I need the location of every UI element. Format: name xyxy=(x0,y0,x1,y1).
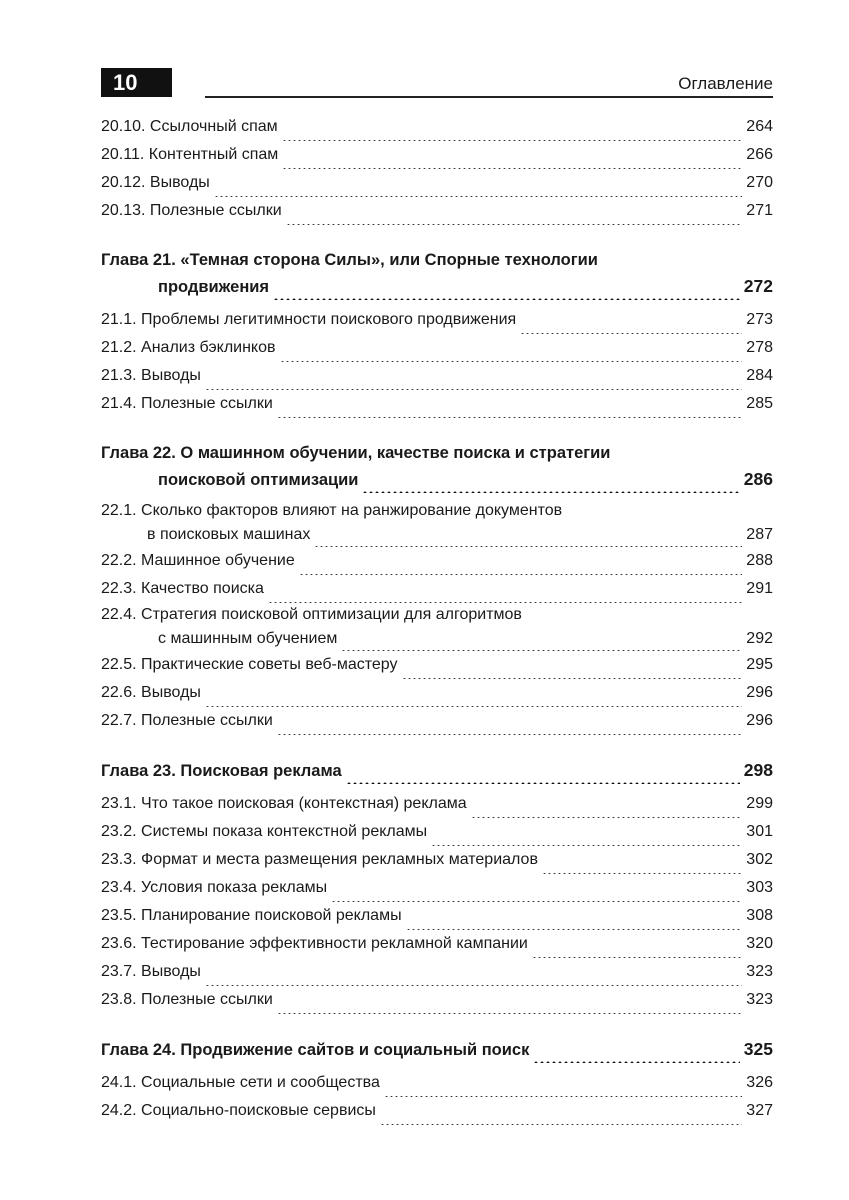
leader-dots xyxy=(286,209,743,225)
toc-entry-title: 20.11. Контентный спам xyxy=(101,146,279,163)
leader-dots xyxy=(268,587,742,603)
leader-dots xyxy=(346,768,740,785)
toc-entry xyxy=(101,902,773,930)
toc-entry-title: 23.8. Полезные ссылки xyxy=(101,991,273,1008)
toc-entry xyxy=(101,790,773,818)
leader-dots xyxy=(282,153,742,169)
toc-entry-page: 278 xyxy=(746,339,773,356)
toc-entry-title: 20.10. Ссылочный спам xyxy=(101,118,278,135)
toc-entry-title: 23.7. Выводы xyxy=(101,963,201,980)
toc-entry-page: 288 xyxy=(746,552,773,569)
toc-entry xyxy=(101,169,773,197)
toc-entry-page: 291 xyxy=(746,580,773,597)
toc-entry-page: 271 xyxy=(746,202,773,219)
toc-entry-title: 23.1. Что такое поисковая (контекстная) реклама xyxy=(101,795,467,812)
leader-dots xyxy=(384,1081,742,1097)
leader-dots xyxy=(362,477,739,494)
leader-dots xyxy=(205,374,742,390)
leader-dots xyxy=(282,125,743,141)
toc-entry-title: 23.2. Системы показа контекстной рекламы xyxy=(101,823,428,840)
toc-entry xyxy=(101,930,773,958)
toc-entry-title: 21.2. Анализ бэклинков xyxy=(101,339,276,356)
toc-entry xyxy=(101,1097,773,1125)
chapter-title-line1: Глава 22. О машинном обучении, качестве поиска и стратегии xyxy=(101,444,611,462)
toc-entry xyxy=(101,1069,773,1097)
leader-dots xyxy=(331,886,742,902)
toc-entry-page: 303 xyxy=(746,879,773,896)
leader-dots xyxy=(214,181,742,197)
toc-entry-page: 292 xyxy=(746,630,773,647)
leader-dots xyxy=(380,1109,742,1125)
toc-entry-title: 22.5. Практические советы веб-мастеру xyxy=(101,656,398,673)
toc-entry-title-line2: с машинным обучением xyxy=(158,630,338,647)
toc-entry-page: 301 xyxy=(746,823,773,840)
toc-chapter-23 xyxy=(101,757,773,784)
toc-entry-title: 21.4. Полезные ссылки xyxy=(101,395,273,412)
toc-entry-page: 326 xyxy=(746,1074,773,1091)
toc-entry-page: 323 xyxy=(746,963,773,980)
leader-dots xyxy=(205,970,742,986)
chapter-page: 272 xyxy=(743,276,773,296)
toc-entry xyxy=(101,958,773,986)
toc-entry xyxy=(101,306,773,334)
toc-entry-title: 21.1. Проблемы легитимности поискового продвижения xyxy=(101,311,517,328)
toc-entry xyxy=(101,707,773,735)
toc-entry-page: 296 xyxy=(746,712,773,729)
running-title: Оглавление xyxy=(678,74,773,93)
header-rule xyxy=(205,96,773,98)
toc-entry xyxy=(101,499,773,547)
toc-entry-page: 299 xyxy=(746,795,773,812)
toc-chapter-22 xyxy=(101,440,773,493)
toc-entry xyxy=(101,390,773,418)
toc-entry-title: 22.3. Качество поиска xyxy=(101,580,264,597)
chapter-title-line2: продвижения xyxy=(158,278,270,296)
leader-dots xyxy=(532,942,742,958)
toc-entry xyxy=(101,334,773,362)
leader-dots xyxy=(314,531,742,547)
toc-entry-page: 323 xyxy=(746,991,773,1008)
leader-dots xyxy=(520,318,742,334)
toc-entry-page: 295 xyxy=(746,656,773,673)
toc-entry-title-line1: 22.4. Стратегия поисковой оптимизации для алгоритмов xyxy=(101,606,522,623)
toc-entry xyxy=(101,141,773,169)
toc-entry-title: 20.12. Выводы xyxy=(101,174,210,191)
chapter-title-line1: Глава 21. «Темная сторона Силы», или Спорные технологии xyxy=(101,251,598,269)
leader-dots xyxy=(341,635,742,651)
leader-dots xyxy=(299,559,743,575)
toc-entry xyxy=(101,651,773,679)
toc-entry-title: 20.13. Полезные ссылки xyxy=(101,202,282,219)
leader-dots xyxy=(402,663,743,679)
toc-entry xyxy=(101,874,773,902)
leader-dots xyxy=(533,1047,739,1064)
toc-entry-title: 23.3. Формат и места размещения рекламных материалов xyxy=(101,851,538,868)
toc-entry-title: 22.6. Выводы xyxy=(101,684,201,701)
toc-entry-page: 285 xyxy=(746,395,773,412)
leader-dots xyxy=(542,858,742,874)
chapter-page: 325 xyxy=(743,1039,773,1059)
leader-dots xyxy=(471,802,743,818)
leader-dots xyxy=(431,830,742,846)
toc-entry-title: 22.2. Машинное обучение xyxy=(101,552,295,569)
toc-entry-page: 302 xyxy=(746,851,773,868)
toc-entry xyxy=(101,818,773,846)
toc-entry-page: 308 xyxy=(746,907,773,924)
leader-dots xyxy=(277,998,743,1014)
toc-entry-title: 21.3. Выводы xyxy=(101,367,201,384)
table-of-contents xyxy=(101,113,773,1125)
toc-entry xyxy=(101,547,773,575)
toc-entry-title: 23.4. Условия показа рекламы xyxy=(101,879,328,896)
toc-entry xyxy=(101,197,773,225)
toc-chapter-24 xyxy=(101,1036,773,1063)
leader-dots xyxy=(280,346,743,362)
page-header xyxy=(101,68,773,98)
toc-entry-page: 264 xyxy=(746,118,773,135)
toc-entry xyxy=(101,362,773,390)
toc-chapter-21 xyxy=(101,247,773,300)
toc-entry-title: 24.2. Социально-поисковые сервисы xyxy=(101,1102,376,1119)
chapter-title: Глава 24. Продвижение сайтов и социальный поиск xyxy=(101,1041,530,1059)
leader-dots xyxy=(406,914,743,930)
toc-entry xyxy=(101,986,773,1014)
leader-dots xyxy=(277,719,743,735)
toc-entry-title: 23.6. Тестирование эффективности рекламной кампании xyxy=(101,935,528,952)
toc-entry-title: 22.7. Полезные ссылки xyxy=(101,712,273,729)
toc-entry xyxy=(101,113,773,141)
toc-entry-title-line1: 22.1. Сколько факторов влияют на ранжирование документов xyxy=(101,502,563,519)
page-number: 10 xyxy=(101,68,172,97)
toc-entry-title: 24.1. Социальные сети и сообщества xyxy=(101,1074,380,1091)
toc-entry-page: 266 xyxy=(746,146,773,163)
toc-entry xyxy=(101,603,773,651)
chapter-page: 298 xyxy=(743,760,773,780)
toc-entry xyxy=(101,846,773,874)
toc-entry xyxy=(101,575,773,603)
chapter-page: 286 xyxy=(743,469,773,489)
leader-dots xyxy=(277,402,743,418)
chapter-title-line2: поисковой оптимизации xyxy=(158,471,359,489)
toc-entry xyxy=(101,679,773,707)
chapter-title: Глава 23. Поисковая реклама xyxy=(101,762,342,780)
toc-entry-page: 287 xyxy=(746,526,773,543)
toc-entry-page: 284 xyxy=(746,367,773,384)
toc-entry-page: 270 xyxy=(746,174,773,191)
toc-entry-page: 296 xyxy=(746,684,773,701)
toc-entry-page: 320 xyxy=(746,935,773,952)
toc-entry-title: 23.5. Планирование поисковой рекламы xyxy=(101,907,402,924)
toc-entry-page: 327 xyxy=(746,1102,773,1119)
leader-dots xyxy=(205,691,742,707)
toc-entry-title-line2: в поисковых машинах xyxy=(147,526,311,543)
leader-dots xyxy=(273,284,740,301)
toc-entry-page: 273 xyxy=(746,311,773,328)
